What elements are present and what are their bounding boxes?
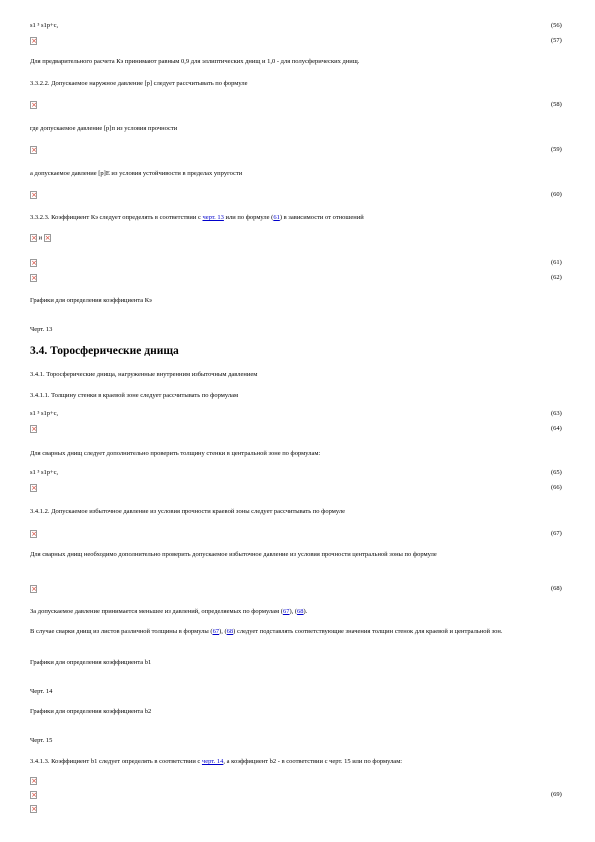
broken-image-icon xyxy=(30,234,37,242)
broken-image-icon xyxy=(30,259,37,267)
equation-row-59 xyxy=(30,146,577,160)
broken-image-icon xyxy=(30,777,37,785)
broken-image-icon xyxy=(30,191,37,199)
equation-row-56 xyxy=(30,22,577,36)
broken-image-icon xyxy=(30,791,37,799)
equation-number: (60) xyxy=(551,191,562,198)
broken-image-icon xyxy=(30,274,37,282)
link-formula-61[interactable]: 61 xyxy=(273,214,280,221)
equation-number: (67) xyxy=(551,530,562,537)
equation-number: (61) xyxy=(551,259,562,266)
chart-caption: Черт. 13 xyxy=(30,326,53,333)
equation-row xyxy=(30,777,577,791)
paragraph: 3.4.1.1. Толщину стенки в краевой зоне следует рассчитывать по формулам xyxy=(30,392,239,399)
inline-image-pair: × и × xyxy=(30,234,51,242)
paragraph: За допускаемое давление принимается меньшее из давлений, определяемых по формулам (67), (68). xyxy=(30,608,308,615)
equation-row-61 xyxy=(30,259,577,273)
paragraph: а допускаемое давление [р]Е из условия устойчивости в пределах упругости xyxy=(30,170,243,177)
broken-image-icon xyxy=(30,37,37,45)
broken-image-icon xyxy=(30,146,37,154)
chart-caption: Черт. 14 xyxy=(30,688,53,695)
equation-row-69 xyxy=(30,791,577,805)
equation-row xyxy=(30,805,577,819)
broken-image-icon xyxy=(30,805,37,813)
link-formula-67[interactable]: 67 xyxy=(212,628,220,635)
paragraph: 3.4.1.3. Коэффициент b1 следует определять в соответствии с черт. 14, а коэффициент b2 - в соответствии с черт. 15 или по формулам: xyxy=(30,758,403,765)
paragraph: Для предварительного расчета Кэ принимают равным 0,9 для эллиптических днищ и 1,0 - для полусферических днищ. xyxy=(30,58,360,65)
equation-number: (62) xyxy=(551,274,562,281)
equation-number: (66) xyxy=(551,484,562,491)
broken-image-icon xyxy=(30,425,37,433)
chart-caption: Черт. 15 xyxy=(30,737,53,744)
paragraph: 3.4.1. Торосферические днища, нагруженные внутренним избыточным давлением xyxy=(30,371,258,378)
equation-row-64 xyxy=(30,425,577,439)
section-heading: 3.4. Торосферические днища xyxy=(30,345,179,357)
formula-text: s1 ³ s1p+c, xyxy=(30,22,59,29)
link-formula-68[interactable]: 68 xyxy=(297,608,304,615)
equation-row-65 xyxy=(30,469,577,483)
paragraph: Для сварных днищ следует дополнительно проверить толщину стенки в центральной зоне по формулам: xyxy=(30,450,321,457)
equation-row-66 xyxy=(30,484,577,498)
equation-number: (68) xyxy=(551,585,562,592)
broken-image-icon xyxy=(30,530,37,538)
equation-number: (57) xyxy=(551,37,562,44)
paragraph: где допускаемое давление [р]п из условия прочности xyxy=(30,125,178,132)
broken-image-icon xyxy=(30,101,37,109)
paragraph: 3.4.1.2. Допускаемое избыточное давление из условия прочности краевой зоны следует рассчитывать по формуле xyxy=(30,508,345,515)
equation-row-67 xyxy=(30,530,577,544)
paragraph: Графики для определения коэффициента b1 xyxy=(30,659,152,666)
equation-row-58 xyxy=(30,101,577,115)
equation-row-63 xyxy=(30,410,577,424)
link-formula-67[interactable]: 67 xyxy=(282,608,290,615)
equation-row-68 xyxy=(30,585,577,599)
equation-number: (63) xyxy=(551,410,562,417)
equation-row-57 xyxy=(30,37,577,51)
equation-number: (65) xyxy=(551,469,562,476)
formula-text: s1 ³ s1p+c, xyxy=(30,410,59,417)
paragraph: Графики для определения коэффициента Кэ xyxy=(30,297,152,304)
link-chart-13[interactable]: черт. 13 xyxy=(202,214,224,221)
equation-number: (69) xyxy=(551,791,562,798)
broken-image-icon xyxy=(30,585,37,593)
broken-image-icon xyxy=(44,234,51,242)
link-formula-68[interactable]: 68 xyxy=(226,628,234,635)
paragraph: Для сварных днищ необходимо дополнительно проверить допускаемое избыточное давление из условия прочности центральной зоны по формуле xyxy=(30,551,437,558)
equation-number: (56) xyxy=(551,22,562,29)
link-chart-14[interactable]: черт. 14 xyxy=(201,758,224,765)
paragraph: 3.3.2.3. Коэффициент Кэ следует определять в соответствии с черт. 13 или по формуле (61) в зависимости от отношений xyxy=(30,214,364,221)
paragraph: 3.3.2.2. Допускаемое наружное давление [р] следует рассчитывать по формуле xyxy=(30,80,248,87)
broken-image-icon xyxy=(30,484,37,492)
paragraph: Графики для определения коэффициента b2 xyxy=(30,708,152,715)
paragraph: В случае сварки днищ из листов различной толщины в формулы (67), (68) следует подставлять соответствующие значения толщин стенок для краевой и центральной зон. xyxy=(30,628,503,635)
equation-number: (64) xyxy=(551,425,562,432)
formula-text: s1 ³ s1p+c, xyxy=(30,469,59,476)
equation-number: (59) xyxy=(551,146,562,153)
equation-row-60 xyxy=(30,191,577,205)
equation-row-62 xyxy=(30,274,577,288)
equation-number: (58) xyxy=(551,101,562,108)
